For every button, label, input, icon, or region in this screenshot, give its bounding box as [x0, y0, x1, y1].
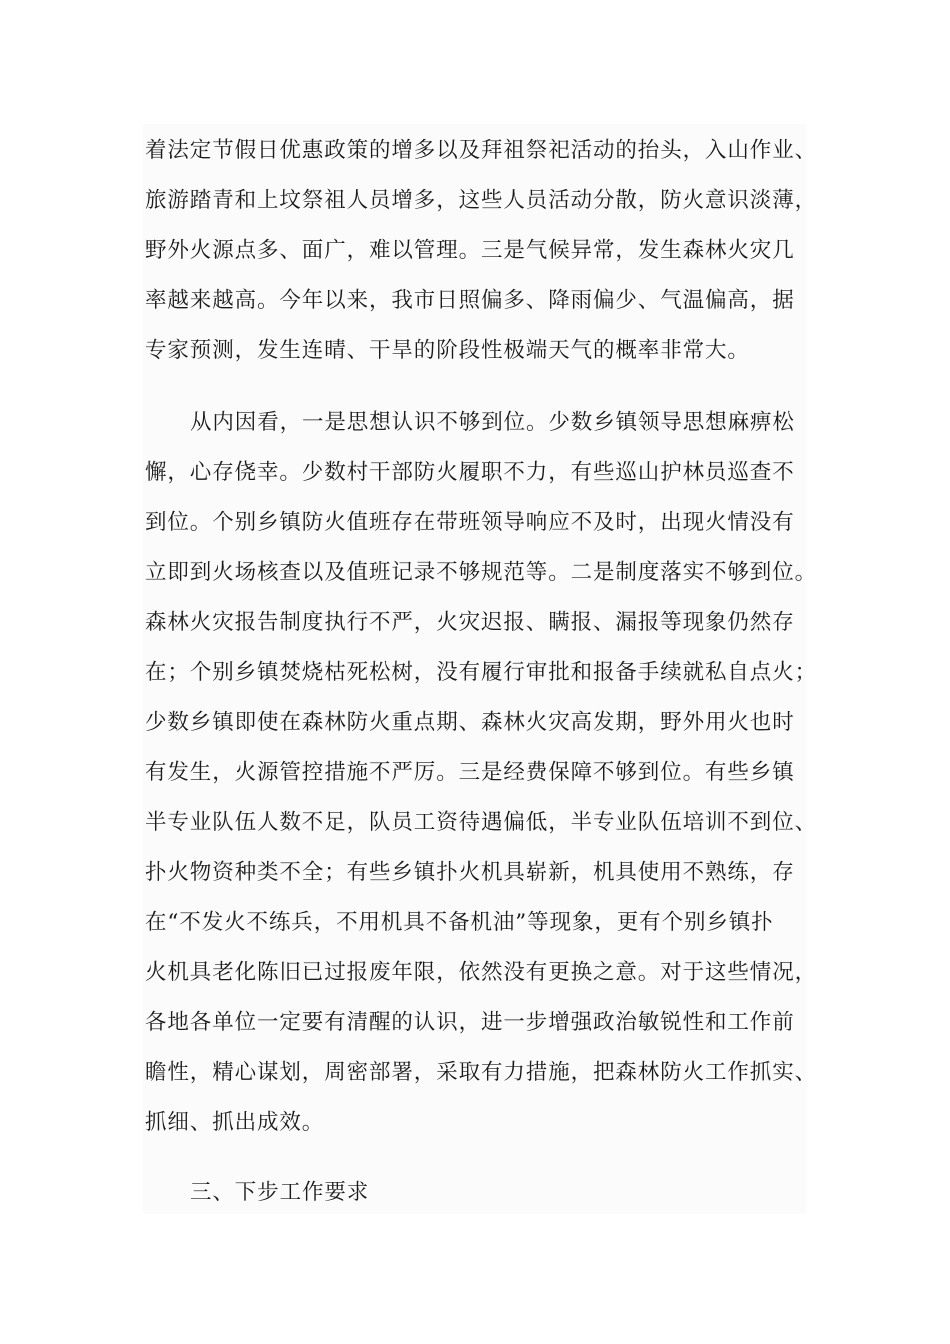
paragraph-2-line-7: 少数乡镇即使在森林防火重点期、森林火灾高发期，野外用火也时 [145, 710, 795, 735]
paragraph-2-line-9: 半专业队伍人数不足，队员工资待遇偏低，半专业队伍培训不到位、 [145, 810, 818, 835]
paragraph-1-line-4: 率越来越高。今年以来，我市日照偏多、降雨偏少、气温偏高，据 [145, 288, 795, 313]
paragraph-2-line-3: 到位。个别乡镇防火值班存在带班领导响应不及时，出现火情没有 [145, 510, 795, 535]
paragraph-1-line-2: 旅游踏青和上坟祭祖人员增多，这些人员活动分散，防火意识淡薄， [145, 188, 818, 213]
paragraph-2-line-6: 在；个别乡镇焚烧枯死松树，没有履行审批和报备手续就私自点火； [145, 660, 818, 685]
paragraph-1-line-1: 着法定节假日优惠政策的增多以及拜祖祭祀活动的抬头，入山作业、 [145, 138, 818, 163]
section-heading: 三、下步工作要求 [190, 1180, 370, 1205]
paragraph-2-line-8: 有发生，火源管控措施不严厉。三是经费保障不够到位。有些乡镇 [145, 760, 795, 785]
paragraph-2-line-4: 立即到火场核查以及值班记录不够规范等。二是制度落实不够到位。 [145, 560, 818, 585]
paragraph-2-line-15: 抓细、抓出成效。 [145, 1110, 325, 1135]
paragraph-2-line-10: 扑火物资种类不全；有些乡镇扑火机具崭新，机具使用不熟练，存 [145, 860, 795, 885]
paragraph-1-line-3: 野外火源点多、面广，难以管理。三是气候异常，发生森林火灾几 [145, 238, 795, 263]
paragraph-2-line-12: 火机具老化陈旧已过报废年限，依然没有更换之意。对于这些情况， [145, 960, 818, 985]
paragraph-2-line-1: 从内因看，一是思想认识不够到位。少数乡镇领导思想麻痹松 [190, 410, 795, 435]
paragraph-1-line-5: 专家预测，发生连晴、干旱的阶段性极端天气的概率非常大。 [145, 338, 750, 363]
paragraph-2-line-11: 在“不发火不练兵，不用机具不备机油”等现象，更有个别乡镇扑 [145, 910, 774, 935]
paragraph-2-line-5: 森林火灾报告制度执行不严，火灾迟报、瞒报、漏报等现象仍然存 [145, 610, 795, 635]
paragraph-2-line-13: 各地各单位一定要有清醒的认识，进一步增强政治敏锐性和工作前 [145, 1010, 795, 1035]
paragraph-2-line-2: 懈，心存侥幸。少数村干部防火履职不力，有些巡山护林员巡查不 [145, 460, 795, 485]
paragraph-2-line-14: 瞻性，精心谋划，周密部署，采取有力措施，把森林防火工作抓实、 [145, 1060, 818, 1085]
